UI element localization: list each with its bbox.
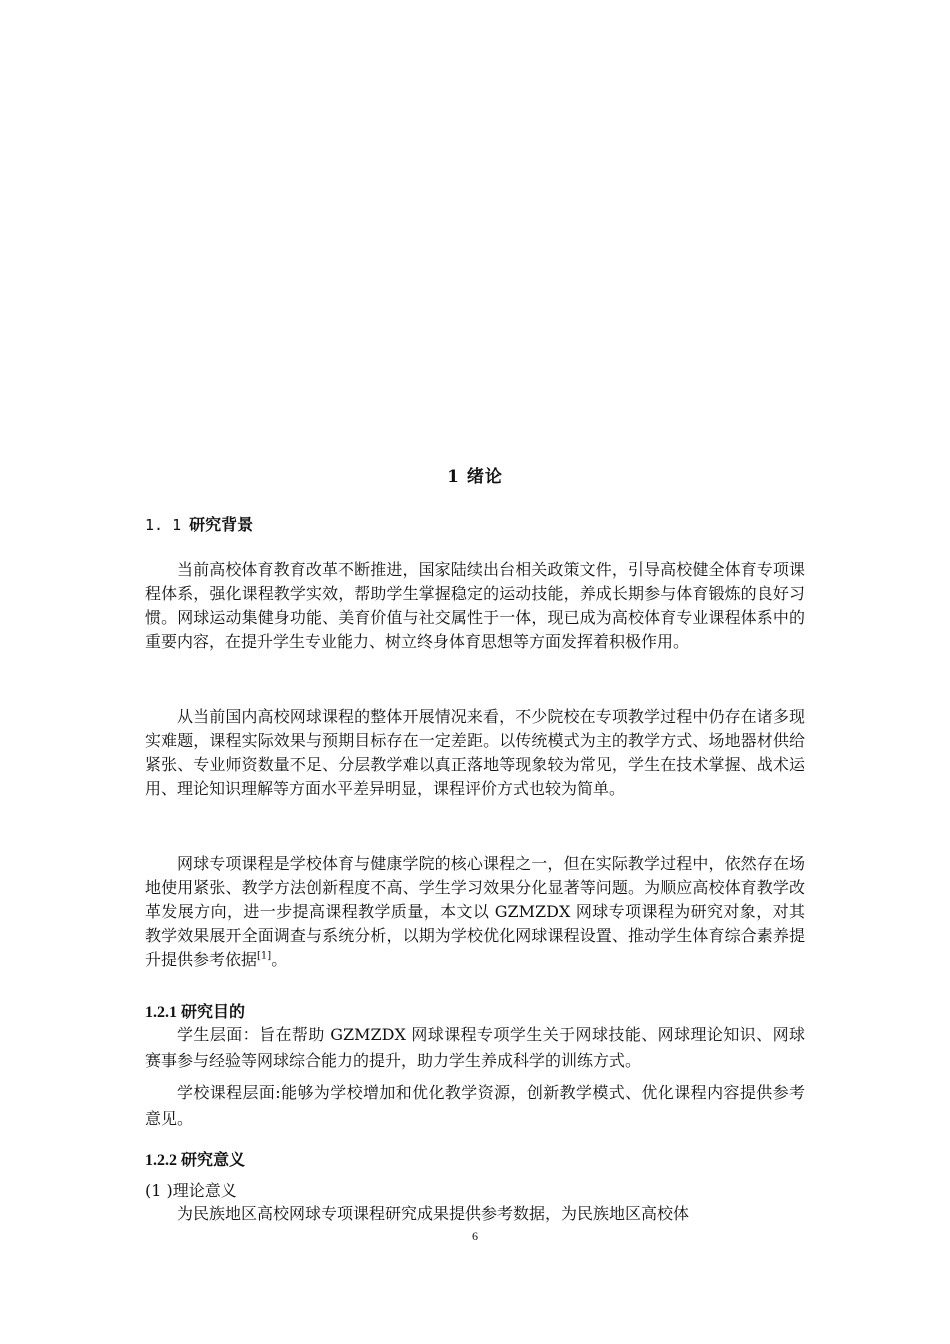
chapter-title: 1 绪论 <box>447 467 503 487</box>
paragraph-3-end: 。 <box>271 950 288 969</box>
subsection-heading-1-2-2: 1.2.2 研究意义 <box>145 1152 246 1169</box>
theory-significance-label: (1 )理论意义 <box>145 1181 237 1200</box>
section-title: 研究背景 <box>189 515 254 534</box>
page-number: 6 <box>472 1229 478 1243</box>
citation-marker: [1] <box>257 950 272 962</box>
section-heading-1-1 <box>145 512 253 535</box>
purpose-school-level: 学校课程层面:能够为学校增加和优化教学资源，创新教学模式、优化课程内容提供参考意见。 <box>145 1083 805 1128</box>
subsection-heading-1-2-1: 1.2.1 研究目的 <box>145 1004 246 1021</box>
body-paragraph-3 <box>145 852 805 972</box>
theory-significance-text: 为民族地区高校网球专项课程研究成果提供参考数据，为民族地区高校体 <box>177 1204 690 1223</box>
body-paragraph-2: 从当前国内高校网球课程的整体开展情况来看，不少院校在专项教学过程中仍存在诸多现实难题，课程实际效果与预期目标存在一定差距。以传统模式为主的教学方式、场地器材供给紧张、专业师资数量不足、分层教学难以真正落地等现象较为常见，学生在技术掌握、战术运用、理论知识理解等方面水平差异明显，课程评价方式也较为简单。 <box>145 707 805 798</box>
section-number: 1. 1 <box>145 516 182 534</box>
purpose-student-level: 学生层面：旨在帮助 GZMZDX 网球课程专项学生关于网球技能、网球理论知识、网球赛事参与经验等网球综合能力的提升，助力学生养成科学的训练方式。 <box>145 1025 805 1070</box>
body-paragraph-1: 当前高校体育教育改革不断推进，国家陆续出台相关政策文件，引导高校健全体育专项课程体系，强化课程教学实效，帮助学生掌握稳定的运动技能，养成长期参与体育锻炼的良好习惯。网球运动集健身功能、美育价值与社交属性于一体，现已成为高校体育专业课程体系中的重要内容，在提升学生专业能力、树立终身体育思想等方面发挥着积极作用。 <box>145 560 805 651</box>
paragraph-3-text: 网球专项课程是学校体育与健康学院的核心课程之一，但在实际教学过程中，依然存在场地使用紧张、教学方法创新程度不高、学生学习效果分化显著等问题。为顺应高校体育教学改革发展方向，进一步提高课程教学质量，本文以 GZMZDX 网球专项课程为研究对象，对其教学效果展开全面调查与系统分析，以期为学校优化网球课程设置、推动学生体育综合素养提升提供参考依据 <box>145 854 805 969</box>
